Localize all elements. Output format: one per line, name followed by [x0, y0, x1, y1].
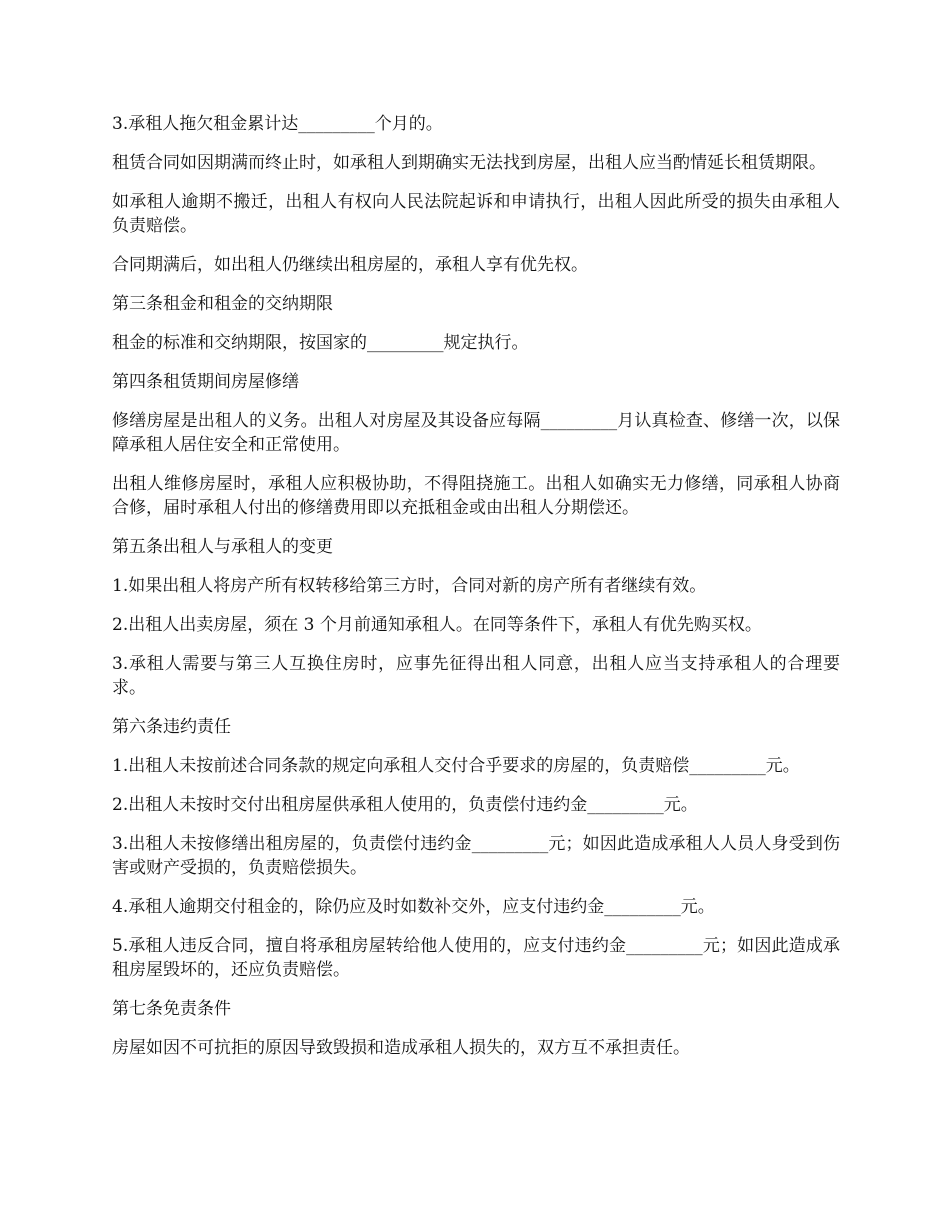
clause-item: 5.承租人违反合同，擅自将承租房屋转给他人使用的，应支付违约金_________元；如因此造成承租房屋毁坏的，还应负责赔偿。	[112, 936, 840, 980]
section-heading: 第七条免责条件	[112, 999, 231, 1019]
section-heading: 第五条出租人与承租人的变更	[112, 537, 333, 557]
paragraph: 租金的标准和交纳期限，按国家的_________规定执行。	[112, 333, 529, 353]
clause-item: 1.如果出租人将房产所有权转移给第三方时，合同对新的房产所有者继续有效。	[112, 576, 707, 596]
clause-item: 3.承租人拖欠租金累计达_________个月的。	[112, 114, 443, 134]
paragraph: 如承租人逾期不搬迁，出租人有权向人民法院起诉和申请执行，出租人因此所受的损失由承租人负责赔偿。	[112, 192, 840, 236]
document-page	[112, 112, 840, 1230]
paragraph: 修缮房屋是出租人的义务。出租人对房屋及其设备应每隔_________月认真检查、修缮一次，以保障承租人居住安全和正常使用。	[112, 411, 840, 455]
clause-item: 2.出租人出卖房屋，须在 3 个月前通知承租人。在同等条件下，承租人有优先购买权。	[112, 615, 762, 635]
clause-item: 4.承租人逾期交付租金的，除仍应及时如数补交外，应支付违约金_________元。	[112, 897, 715, 917]
clause-item: 3.承租人需要与第三人互换住房时，应事先征得出租人同意，出租人应当支持承租人的合理要求。	[112, 654, 840, 698]
section-heading: 第四条租赁期间房屋修缮	[112, 372, 299, 392]
paragraph: 房屋如因不可抗拒的原因导致毁损和造成承租人损失的，双方互不承担责任。	[112, 1038, 690, 1058]
paragraph: 合同期满后，如出租人仍继续出租房屋的，承租人享有优先权。	[112, 255, 588, 275]
paragraph: 租赁合同如因期满而终止时，如承租人到期确实无法找到房屋，出租人应当酌情延长租赁期限。	[112, 153, 826, 173]
clause-item: 1.出租人未按前述合同条款的规定向承租人交付合乎要求的房屋的，负责赔偿_________元。	[112, 756, 800, 776]
clause-item: 2.出租人未按时交付出租房屋供承租人使用的，负责偿付违约金_________元。	[112, 795, 698, 815]
clause-item: 3.出租人未按修缮出租房屋的，负责偿付违约金_________元；如因此造成承租人人员人身受到伤害或财产受损的，负责赔偿损失。	[112, 834, 840, 878]
paragraph: 出租人维修房屋时，承租人应积极协助，不得阻挠施工。出租人如确实无力修缮，同承租人协商合修，届时承租人付出的修缮费用即以充抵租金或由出租人分期偿还。	[112, 474, 840, 518]
section-heading: 第六条违约责任	[112, 717, 231, 737]
section-heading: 第三条租金和租金的交纳期限	[112, 294, 333, 314]
